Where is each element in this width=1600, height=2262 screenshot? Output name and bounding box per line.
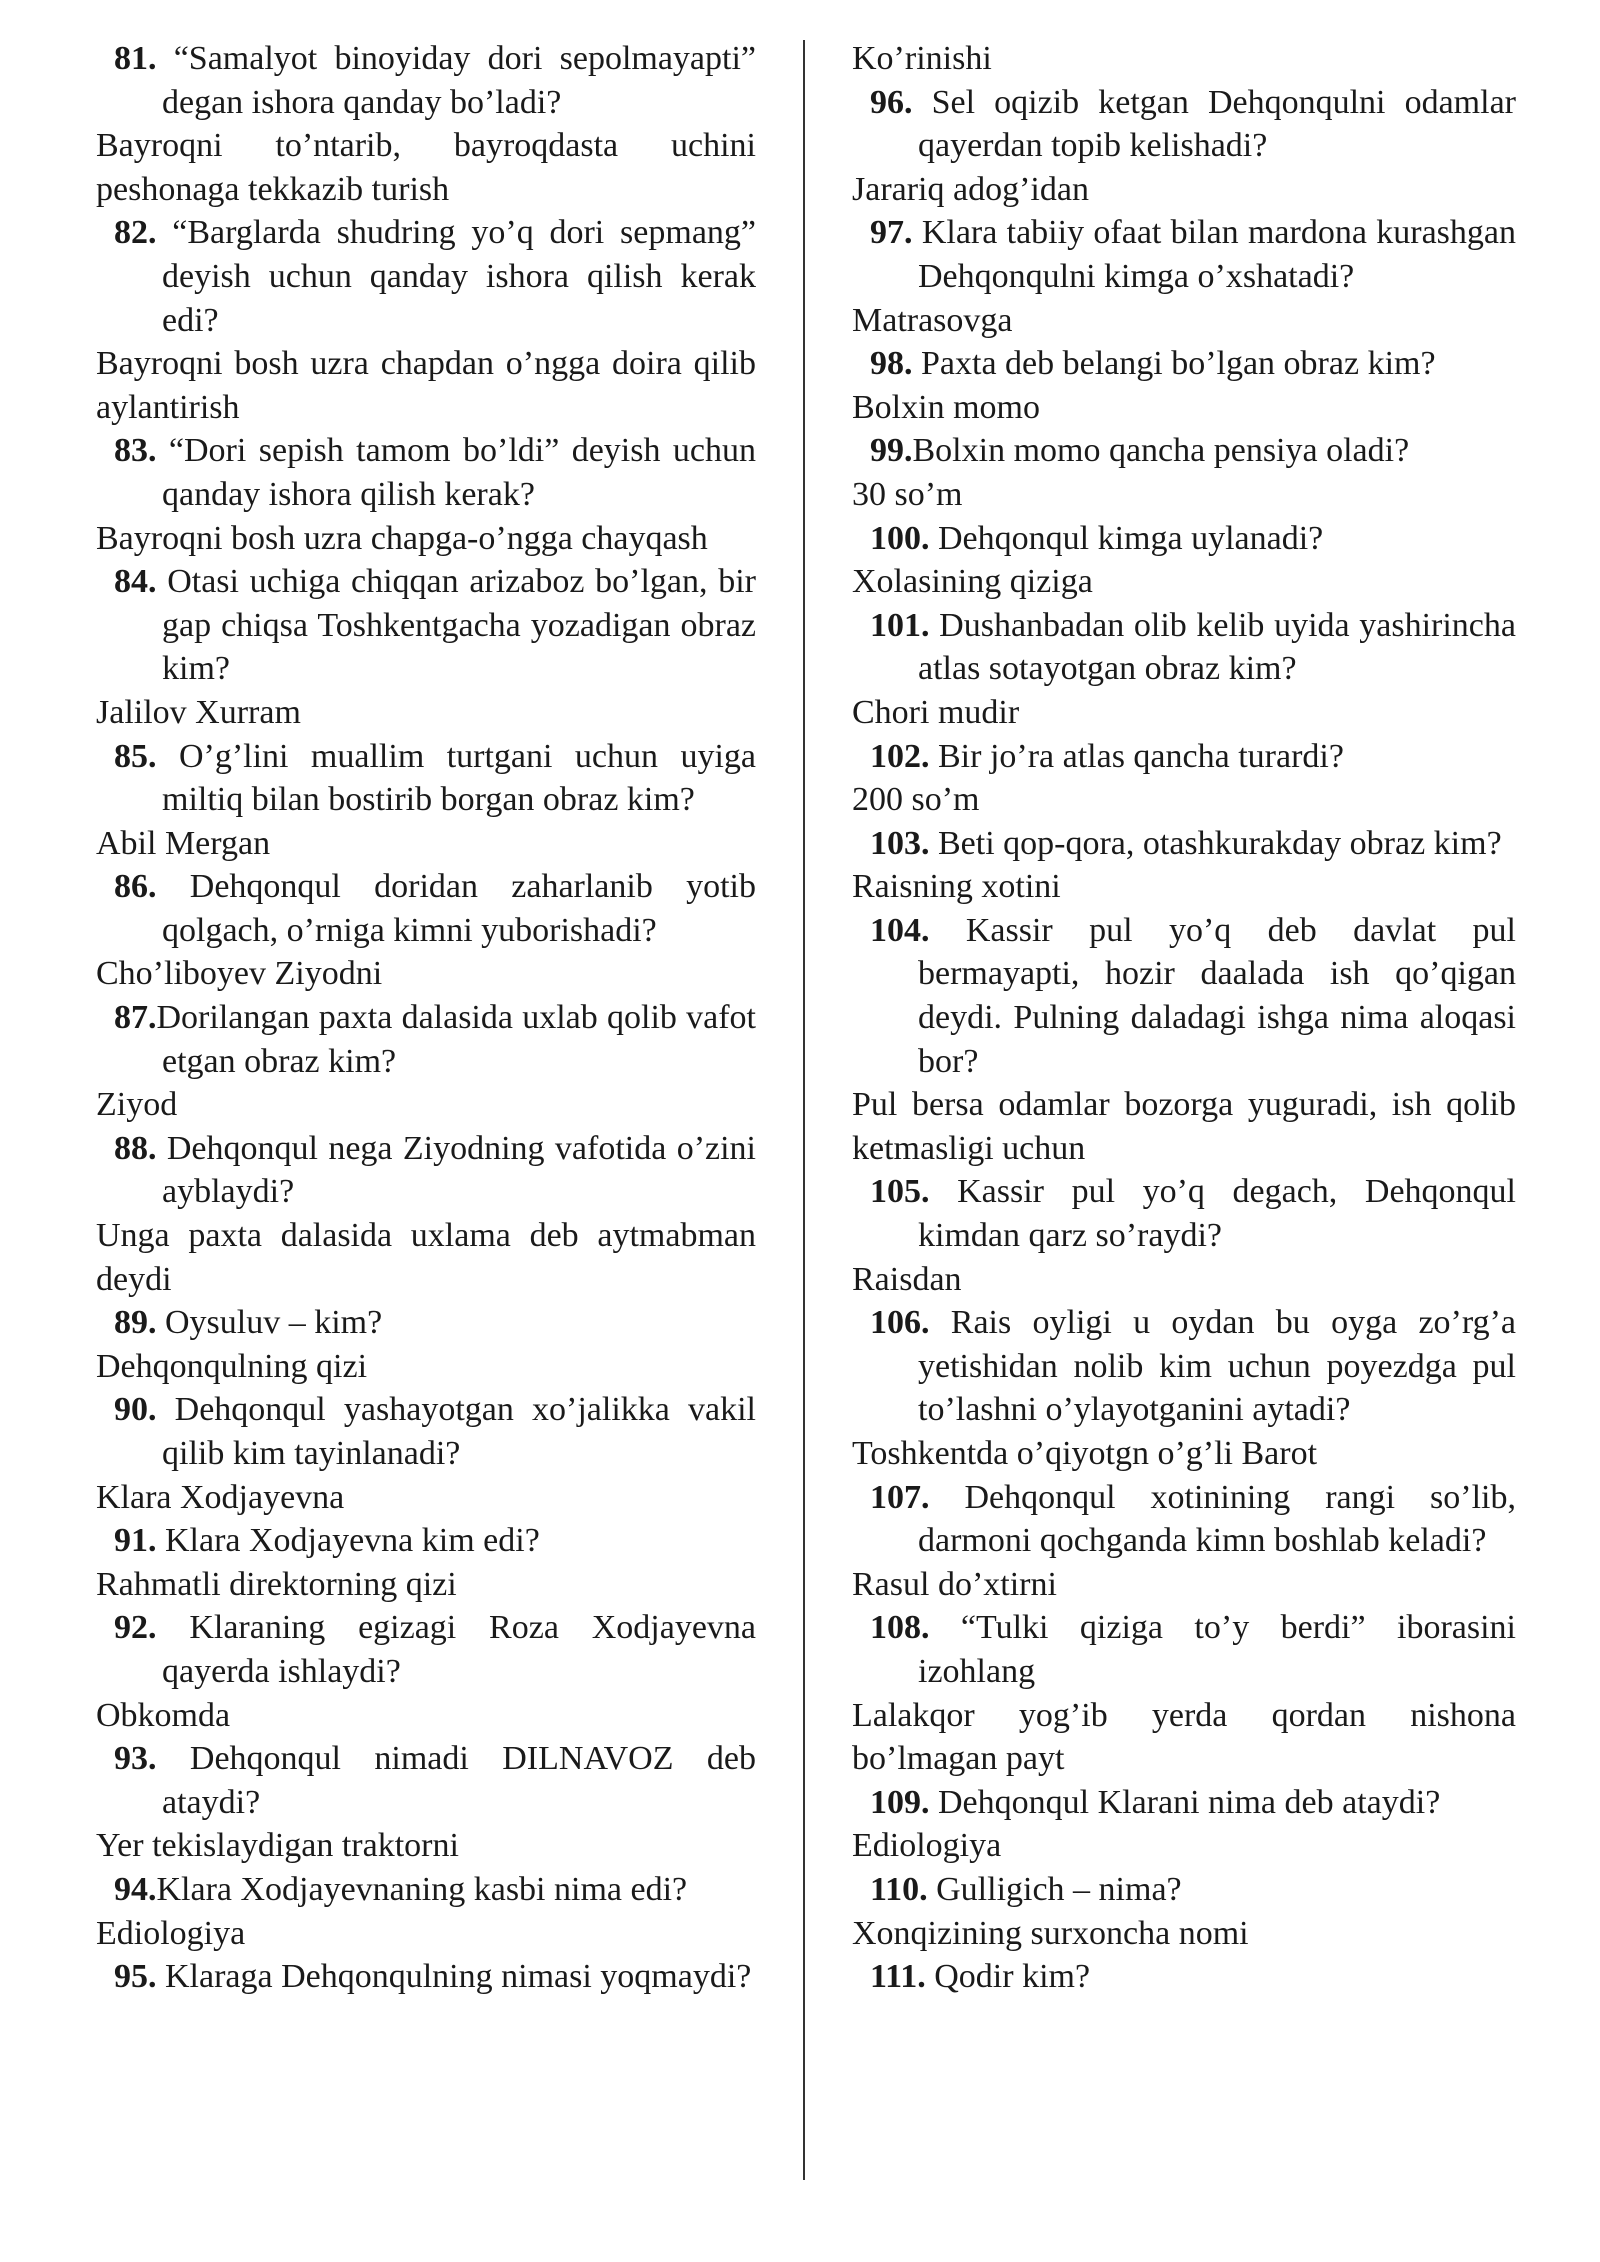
question-item [852,81,1516,168]
question-text: Rais oyligi u oydan bu oyga zo’rg’a yetishidan nolib kim uchun poyezdga pul to’lashni o’ylayotganini aytadi? [918,1304,1516,1429]
answer-text: 200 so’m [852,781,980,819]
question-number: 81. [114,40,157,77]
question-text: “Tulki qiziga to’y berdi” iborasini izohlang [918,1609,1516,1690]
question-text: Dehqonqul doridan zaharlanib yotib qolgach, o’rniga kimni yuborishadi? [156,868,756,949]
question-text: Klaraning egizagi Roza Xodjayevna qayerda ishlaydi? [156,1609,756,1690]
question-number: 94. [114,1870,157,1908]
question-number: 85. [114,737,157,775]
answer-text: Chori mudir [852,693,1020,731]
question-number: 96. [870,83,913,121]
answer-text: Bayroqni to’ntarib, bayroqdasta uchini peshonaga tekkazib turish [96,127,756,208]
answer-text: Toshkentda o’qiyotgn o’g’li Barot [852,1435,1318,1472]
question-text: Dehqonqul xotinining rangi so’lib, darmoni qochganda kimn boshlab keladi? [918,1478,1516,1560]
question-number: 104. [870,911,930,949]
question-number: 91. [114,1522,157,1560]
question-item [96,1519,756,1563]
question-item [852,1781,1516,1825]
question-number: 83. [114,432,157,470]
question-item [852,822,1516,866]
question-item [96,735,756,822]
question-number: 97. [870,214,913,252]
answer-text: Xonqizining surxoncha nomi [852,1914,1249,1952]
question-text: Dushanbadan olib kelib uyida yashirincha atlas sotayotgan obraz kim? [918,606,1516,688]
answer-text: Ziyod [96,1086,178,1124]
answer-text: Cho’liboyev Ziyodni [96,955,383,993]
question-text: Beti qop-qora, otashkurakday obraz kim? [929,824,1502,862]
question-number: 111. [870,1958,926,1996]
question-number: 84. [114,563,157,601]
question-item [96,429,756,516]
question-number: 110. [870,1870,928,1908]
answer-text: Rahmatli direktorning qizi [96,1565,457,1603]
answer-text: Bayroqni bosh uzra chapdan o’ngga doira qilib aylantirish [96,345,756,426]
question-item [852,735,1516,779]
answer-text: Klara Xodjayevna [96,1478,345,1516]
question-number: 107. [870,1478,930,1516]
question-number: 105. [870,1173,930,1211]
question-text: Klara tabiiy ofaat bilan mardona kurashgan Dehqonqulni kimga o’xshatadi? [912,214,1516,295]
question-number: 101. [870,606,930,644]
question-number: 102. [870,737,930,775]
question-text: “Dori sepish tamom bo’ldi” deyish uchun qanday ishora qilish kerak? [156,432,756,513]
question-item [96,865,756,952]
question-item [852,1301,1516,1432]
question-item [96,1955,756,1999]
column-divider [803,40,805,2180]
question-text: Bolxin momo qancha pensiya oladi? [912,432,1410,470]
question-item [96,211,756,342]
question-text: “Barglarda shudring yo’q dori sepmang” deyish uchun qanday ishora qilish kerak edi? [156,214,756,339]
question-item [852,1170,1516,1257]
answer-text: Ediologiya [96,1914,246,1952]
answer-text: Jarariq adog’idan [852,170,1089,208]
question-item [852,1606,1516,1693]
question-text: Paxta deb belangi bo’lgan obraz kim? [912,345,1436,383]
question-item [96,1388,756,1475]
answer-text: Matrasovga [852,301,1013,339]
answer-text: Dehqonqulning qizi [96,1347,368,1385]
answer-text: Ediologiya [852,1827,1002,1865]
question-item [852,1868,1516,1912]
question-item [852,342,1516,386]
question-number: 109. [870,1783,930,1821]
question-text: Bir jo’ra atlas qancha turardi? [929,737,1344,775]
question-text: Otasi uchiga chiqqan arizaboz bo’lgan, bir gap chiqsa Toshkentgacha yozadigan obraz kim? [156,563,756,688]
question-item [852,909,1516,1083]
answer-text: Ko’rinishi [852,40,992,77]
question-item [96,1868,756,1912]
question-number: 82. [114,214,157,252]
question-text: Kassir pul yo’q deb davlat pul bermayapti, hozir daalada ish qo’qigan deydi. Pulning daladagi ishga nima aloqasi bor? [918,911,1516,1080]
question-number: 95. [114,1958,157,1996]
question-number: 90. [114,1391,157,1429]
question-text: Dorilangan paxta dalasida uxlab qolib vafot etgan obraz kim? [156,999,756,1080]
answer-text: Bayroqni bosh uzra chapga-o’ngga chayqash [96,519,708,557]
question-text: O’g’lini muallim turtgani uchun uyiga miltiq bilan bostirib borgan obraz kim? [156,737,756,819]
answer-text: Unga paxta dalasida uxlama deb aytmabman deydi [96,1217,756,1298]
question-number: 103. [870,824,930,862]
answer-text: Xolasining qiziga [852,563,1093,601]
question-item [96,37,756,124]
question-text: Gulligich – nima? [927,1870,1182,1908]
question-item [852,604,1516,691]
answer-text: 30 so’m [852,475,963,513]
question-text: Dehqonqul nega Ziyodning vafotida o’zini ayblaydi? [156,1129,756,1211]
answer-text: Raisning xotini [852,868,1061,906]
question-item [852,1476,1516,1563]
question-text: “Samalyot binoyiday dori sepolmayapti” degan ishora qanday bo’ladi? [156,40,756,121]
question-number: 87. [114,999,157,1037]
question-item [96,560,756,691]
question-number: 88. [114,1129,157,1167]
question-number: 92. [114,1609,157,1647]
question-number: 99. [870,432,913,470]
answer-text: Rasul do’xtirni [852,1565,1057,1603]
question-number: 100. [870,519,930,557]
answer-text: Jalilov Xurram [96,693,301,731]
question-number: 89. [114,1304,157,1342]
question-number: 93. [114,1740,157,1778]
question-text: Kassir pul yo’q degach, Dehqonqul kimdan qarz so’raydi? [918,1173,1516,1255]
question-item [96,1737,756,1824]
question-item [852,429,1516,473]
right-column [852,37,1516,1999]
answer-text: Pul bersa odamlar bozorga yuguradi, ish qolib ketmasligi uchun [852,1086,1516,1167]
question-item [96,996,756,1083]
question-number: 108. [870,1609,930,1647]
question-text: Qodir kim? [925,1958,1091,1996]
question-number: 86. [114,868,157,906]
question-item [852,211,1516,298]
question-text: Dehqonqul nimadi DILNAVOZ deb ataydi? [156,1740,756,1821]
question-text: Oysuluv – kim? [156,1304,383,1342]
question-text: Sel oqizib ketgan Dehqonqulni odamlar qayerdan topib kelishadi? [912,83,1516,165]
left-column [96,37,756,1999]
question-item [96,1606,756,1693]
question-item [96,1301,756,1345]
answer-text: Yer tekislaydigan traktorni [96,1827,459,1865]
question-text: Dehqonqul yashayotgan xo’jalikka vakil qilib kim tayinlanadi? [156,1391,756,1472]
question-text: Dehqonqul Klarani nima deb ataydi? [929,1783,1441,1821]
answer-text: Bolxin momo [852,388,1040,426]
question-text: Klaraga Dehqonqulning nimasi yoqmaydi? [156,1958,752,1996]
answer-text: Abil Mergan [96,824,271,862]
question-text: Dehqonqul kimga uylanadi? [929,519,1324,557]
answer-text: Lalakqor yog’ib yerda qordan nishona bo’lmagan payt [852,1696,1516,1778]
question-number: 98. [870,345,913,383]
question-item [852,517,1516,561]
question-text: Klara Xodjayevnaning kasbi nima edi? [156,1870,688,1908]
question-number: 106. [870,1304,930,1342]
question-item [852,1955,1516,1999]
question-text: Klara Xodjayevna kim edi? [156,1522,540,1560]
answer-text: Raisdan [852,1260,962,1298]
question-item [96,1127,756,1214]
answer-text: Obkomda [96,1696,231,1734]
